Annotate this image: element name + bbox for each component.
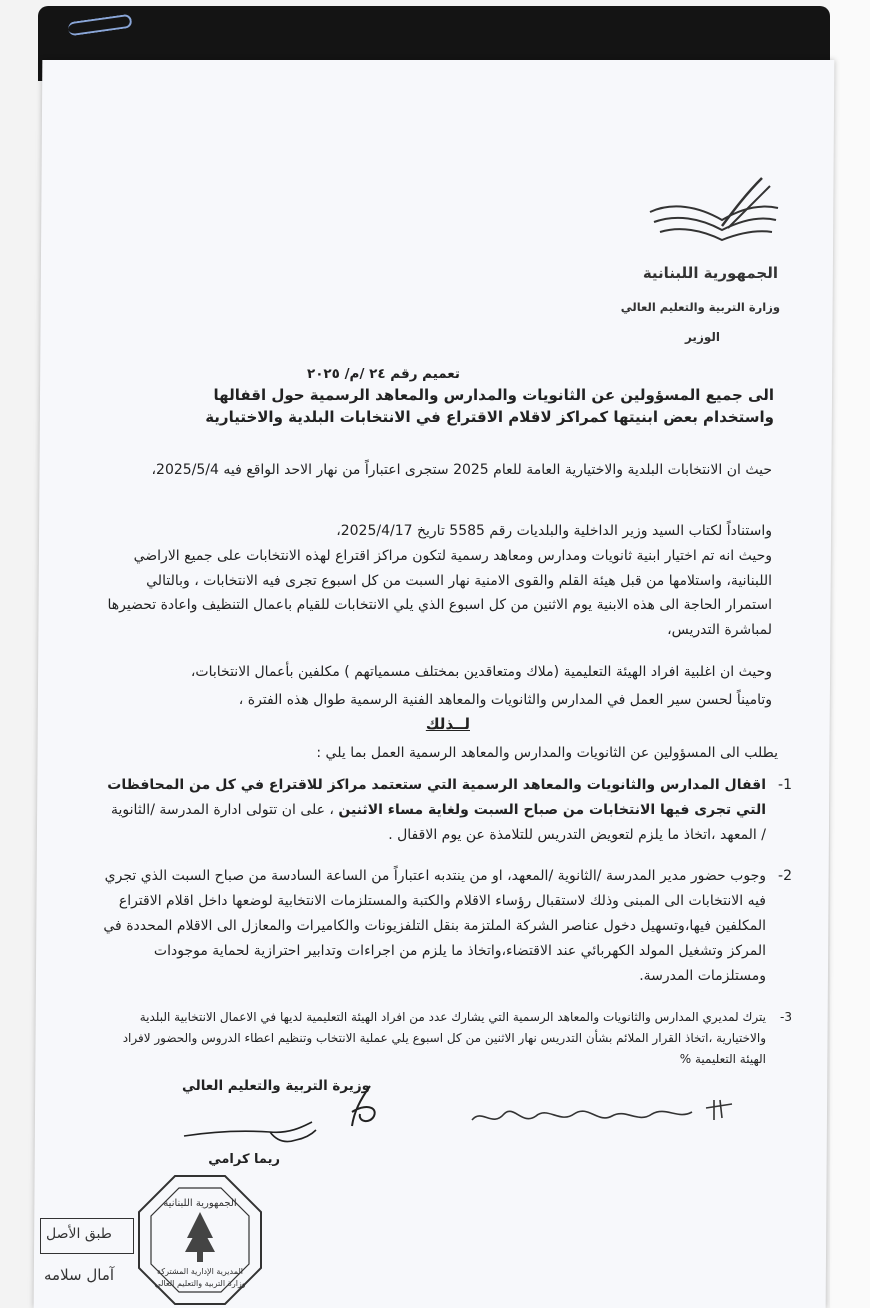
item-number: 2- [778,868,792,884]
minister-heading: الوزير [684,330,720,344]
hence-heading: لــذلك [425,715,470,733]
paragraph: حيث ان الانتخابات البلدية والاختيارية العامة للعام 2025 ستجرى اعتباراً من نهار الاحد الواقع فيه 2025/5/4، [151,462,772,478]
item-number: 3- [780,1010,792,1024]
stamp-ring-text: وزارة التربية والتعليم العالي [154,1279,246,1288]
paragraph: واستناداً لكتاب السيد وزير الداخلية والبلديات رقم 5585 تاريخ 2025/4/17، [336,523,772,539]
addressee-line: واستخدام بعض ابنيتها كمراكز لاقلام الاقتراع في الانتخابات البلدية والاختيارية [205,408,774,426]
addressee [154,384,774,428]
circular-number: تعميم رقم ٢٤ /م/ ٢٠٢٥ [306,366,460,382]
signature-mark-icon [330,1082,390,1132]
signature-title: وزيرة التربية والتعليم العالي [181,1078,370,1094]
paragraph: وحيث انه تم اختيار ابنية ثانويات ومدارس ومعاهد رسمية لتكون مراكز اقتراع لهذه الانتخابات على جميع الاراضي اللبنانية، واستلامها من قبل هيئة القلم والقوى الامنية نهار السبت من كل اسبوع تجرى فيه الانتخابات ، وبالتالي استمرار الحاجة الى هذه الابنية يوم الاثنين من كل اسبوع الذي يلي الانتخابات للقيام باعمال التنظيف واعادة تحضيرها لمباشرة التدريس، [107,548,772,638]
list-item [102,1007,792,1070]
paragraph: وتاميناً لحسن سير العمل في المدارس والثانويات والمعاهد الفنية الرسمية طوال هذه الفترة ، [238,692,772,708]
ministry-heading: وزارة التربية والتعليم العالي [620,300,780,314]
handwritten-date [452,1090,742,1140]
official-stamp [135,1172,265,1308]
paragraph: وحيث ان اغلبية افراد الهيئة التعليمية (ملاك ومتعاقدين بمختلف مسمياتهم ) مكلفين بأعمال الانتخابات، [190,664,772,680]
stamp-text: الجمهورية اللبنانية [163,1198,237,1209]
clerk-name: آمال سلامه [44,1266,115,1284]
stamp-inner-text: المديرية الإدارية المشتركة [156,1267,244,1276]
true-copy-label: طبق الأصل [46,1226,112,1242]
request-intro: يطلب الى المسؤولين عن الثانويات والمدارس والمعاهد الرسمية العمل بما يلي : [316,745,778,761]
item-bold-text: اقفال المدارس والثانويات والمعاهد الرسمية التي ستعتمد مراكز للاقتراع في كل من المحافظات التي تجرى فيها الانتخابات من صباح السبت ولغاية مساء الاثنين [107,777,766,818]
list-item [102,864,792,989]
addressee-line: الى جميع المسؤولين عن الثانويات والمدارس والمعاهد الرسمية حول اقفالها [213,386,774,404]
right-margin [830,0,870,1308]
republic-heading: الجمهورية اللبنانية [642,264,778,282]
ministry-logo-icon [642,172,782,252]
item-text: يترك لمديري المدارس والثانويات والمعاهد الرسمية التي يشارك عدد من افراد الهيئة التعليمية لديها في الاعمال الانتخابية البلدية والاختيارية ،اتخاذ القرار الملائم بشأن التدريس نهار الاثنين من كل اسبوع يلي عملية الانتخاب وتنظيم اعطاء الدروس والحضور لافراد الهيئة التعليمية % [122,1010,766,1066]
signatory-name: ريما كرامي [208,1152,280,1167]
item-text: ، على ان تتولى ادارة المدرسة /الثانوية / المعهد ،اتخاذ ما يلزم لتعويض التدريس للتلامذة عن يوم الاقفال . [111,802,766,843]
list-item [102,773,792,848]
item-text: وجوب حضور مدير المدرسة /الثانوية /المعهد، او من ينتدبه اعتباراً من الساعة السادسة من صباح السبت الذي تجري فيه الانتخابات الى المبنى وذلك لاستقبال رؤساء الاقلام والكتبة والمستلزمات الانتخابية لوضعها داخل اقلام الاقتراع المكلفين فيها،وتسهيل دخول عناصر الشركة الملتزمة بنقل التلفزيونات والكاميرات والمعازل الى الاقلام المحددة في المركز وتشغيل المولد الكهربائي عند الاقتضاء،واتخاذ ما يلزم من اجراءات وتدابير احترازية لحماية موجودات ومستلزمات المدرسة. [103,868,766,984]
handwritten-signature-icon [180,1112,320,1152]
item-number: 1- [778,777,792,793]
